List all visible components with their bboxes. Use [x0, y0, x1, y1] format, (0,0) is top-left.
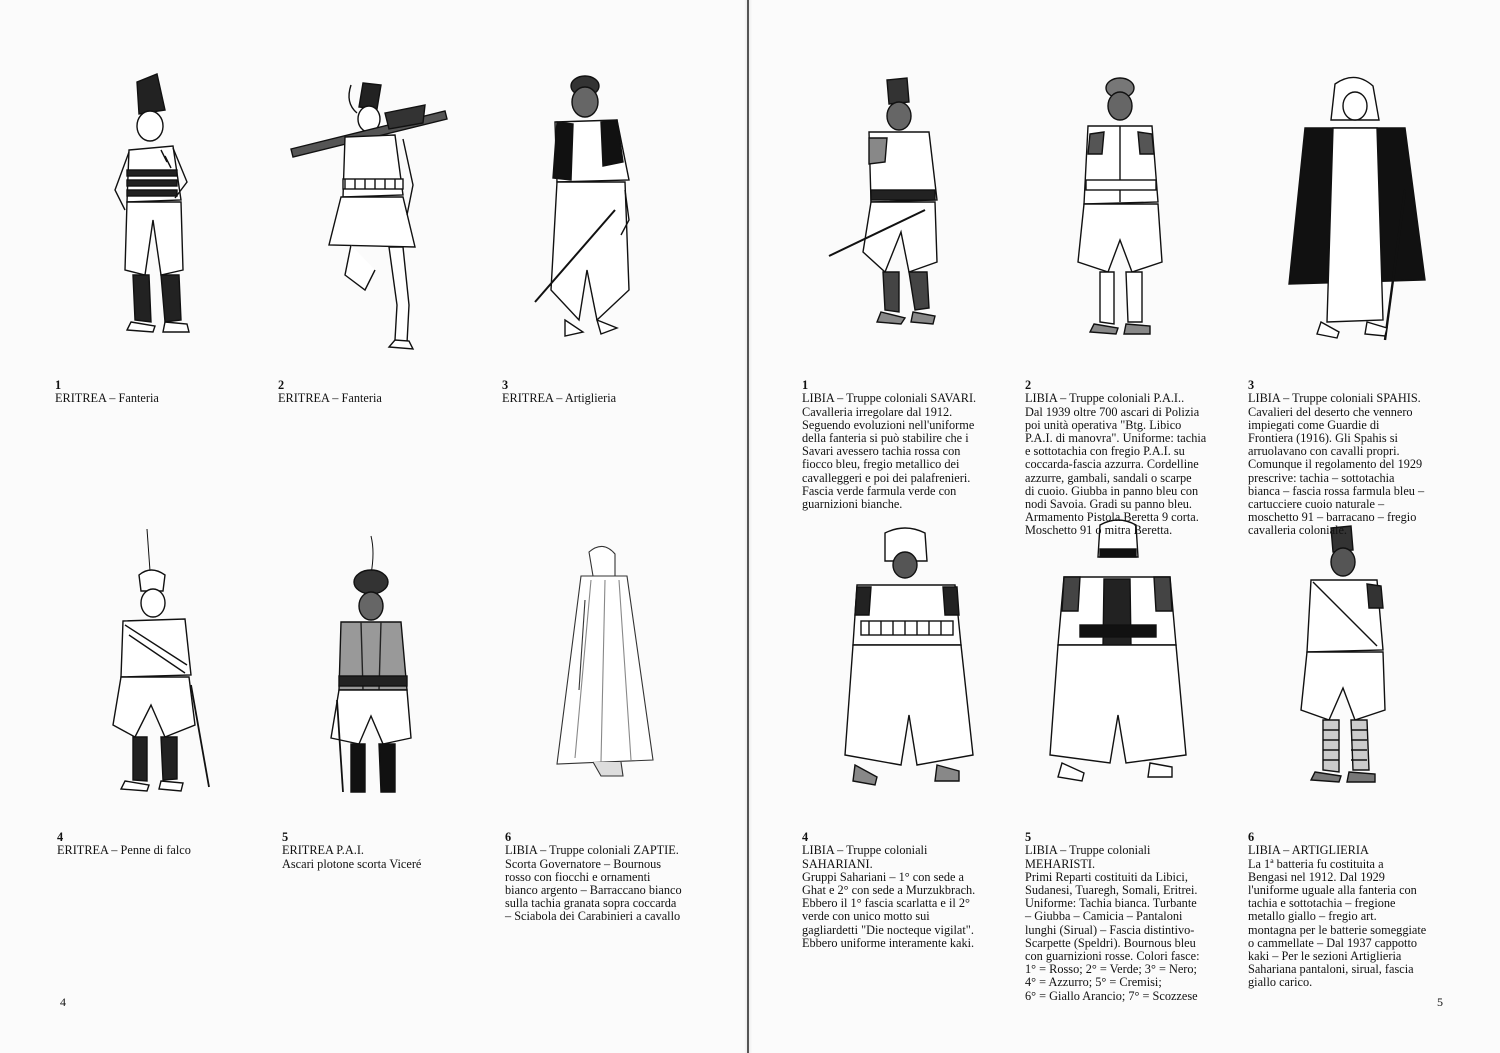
caption-text: LIBIA – ARTIGLIERIA La 1ª batteria fu costituita a Bengasi nel 1912. Dal 1929 l'uniforme uguale alla fanteria con tachia e sottotachia – fregione metallo giallo – fregio art. montagna per le batterie someggiate o cammellate – Dal 1937 cappotto kaki – Per le sezioni Artiglieria Sahariana pantaloni, sirual, fascia giallo carico.	[1248, 843, 1427, 990]
caption-left-5	[282, 818, 472, 871]
page-number-left: 4	[60, 995, 66, 1009]
caption-number: 2	[1025, 378, 1032, 393]
caption-number: 4	[802, 830, 809, 845]
caption-text: LIBIA – Truppe coloniali MEHARISTI. Primi Reparti costituiti da Libici, Sudanesi, Tuaregh, Somali, Eritrei. Uniforme: Tachia bianca. Turbante – Giubba – Camicia – Pantaloni lunghi (Sirual) – Fascia distintivo- Scarpette (Speldri). Bournous bleu con guarnizioni rosse. Colori fasce: 1° = Rosso; 2° = Verde; 3° = Nero; 4° = Azzurro; 5° = Cremisi; 6° = Giallo Arancio; 7° = Scozzese	[1025, 843, 1200, 1003]
figure-libia-artiglieria	[1285, 520, 1405, 800]
caption-number: 6	[1248, 830, 1255, 845]
caption-left-2	[278, 366, 458, 406]
caption-number: 3	[1248, 378, 1255, 393]
caption-number: 5	[1025, 830, 1032, 845]
figure-libia-zaptie	[545, 540, 670, 790]
caption-number: 2	[278, 378, 285, 393]
caption-text: ERITREA – Artiglieria	[502, 391, 617, 406]
caption-right-5	[1025, 818, 1240, 1003]
caption-number: 4	[57, 830, 64, 845]
caption-left-6	[505, 818, 735, 924]
figure-eritrea-pai	[315, 530, 435, 810]
book-spine	[747, 0, 749, 1053]
caption-right-4	[802, 818, 1017, 950]
caption-right-1	[802, 366, 1017, 511]
caption-number: 1	[55, 378, 62, 393]
caption-text: LIBIA – Truppe coloniali P.A.I.. Dal 1939 oltre 700 ascari di Polizia poi unità operativa "Btg. Libico P.A.I. di manovra". Uniforme: tachia e sottotachia con fregio P.A.I. su coccarda-fascia azzurra. Cordelline azzurre, gambali, sandali o scarpe di cuoio. Giubba in panno bleu con nodi Savoia. Gradi su panno bleu. Armamento Pistola Beretta 9 corta. Moschetto 91 o mitra Beretta.	[1025, 391, 1207, 538]
figure-eritrea-fanteria-1	[95, 70, 225, 360]
caption-text: LIBIA – Truppe coloniali ZAPTIE. Scorta Governatore – Bournous rosso con fiocchi e ornamenti bianco argento – Barraccano bianco sulla tachia granata sopra coccarda – Sciabola dei Carabinieri a cavallo	[505, 843, 682, 924]
caption-right-6	[1248, 818, 1463, 990]
caption-right-2	[1025, 366, 1240, 538]
figure-libia-meharisti	[1040, 515, 1195, 800]
figure-eritrea-artiglieria	[525, 70, 660, 350]
caption-text: LIBIA – Truppe coloniali SAVARI. Cavalleria irregolare dal 1912. Seguendo evoluzioni nell'uniforme della fanteria si può stabilire che i Savari avessero tachia rossa con fiocco bleu, fregio metallico dei cavalleggeri e poi dei palafrenieri. Fascia verde farmula verde con guarnizioni bianche.	[802, 391, 977, 512]
caption-number: 1	[802, 378, 809, 393]
caption-text: ERITREA P.A.I. Ascari plotone scorta Viceré	[282, 843, 422, 871]
caption-text: ERITREA – Fanteria	[55, 391, 159, 406]
figure-libia-savari	[825, 72, 975, 347]
figure-libia-spahis	[1275, 70, 1435, 350]
page-number-right: 5	[1437, 995, 1443, 1009]
caption-number: 3	[502, 378, 509, 393]
caption-text: ERITREA – Penne di falco	[57, 843, 191, 858]
caption-left-4	[57, 818, 257, 858]
figure-libia-sahariani	[835, 525, 980, 800]
caption-left-1	[55, 366, 235, 406]
caption-left-3	[502, 366, 702, 406]
figure-eritrea-penne-di-falco	[95, 525, 225, 810]
caption-right-3	[1248, 366, 1463, 538]
caption-text: ERITREA – Fanteria	[278, 391, 382, 406]
caption-text: LIBIA – Truppe coloniali SPAHIS. Cavalieri del deserto che vennero impiegati come Guardie di Frontiera (1916). Gli Spahis si arruolavano con cavalli propri. Comunque il regolamento del 1929 prescrive: tachia – sottotachia bianca – fascia rossa farmula bleu – cartucciere cuoio naturale – moschetto 91 – barracano – fregio cavalleria coloniale.	[1248, 391, 1425, 538]
figure-libia-pai	[1060, 72, 1180, 352]
caption-number: 5	[282, 830, 289, 845]
figure-eritrea-fanteria-2	[285, 75, 450, 360]
caption-text: LIBIA – Truppe coloniali SAHARIANI. Gruppi Sahariani – 1° con sede a Ghat e 2° con sede a Murzukbrach. Ebbero il 1° fascia scarlatta e il 2° verde con unico motto sui gagliardetti "Die nocteque vigilat". Ebbero uniforme interamente kaki.	[802, 843, 976, 950]
caption-number: 6	[505, 830, 512, 845]
